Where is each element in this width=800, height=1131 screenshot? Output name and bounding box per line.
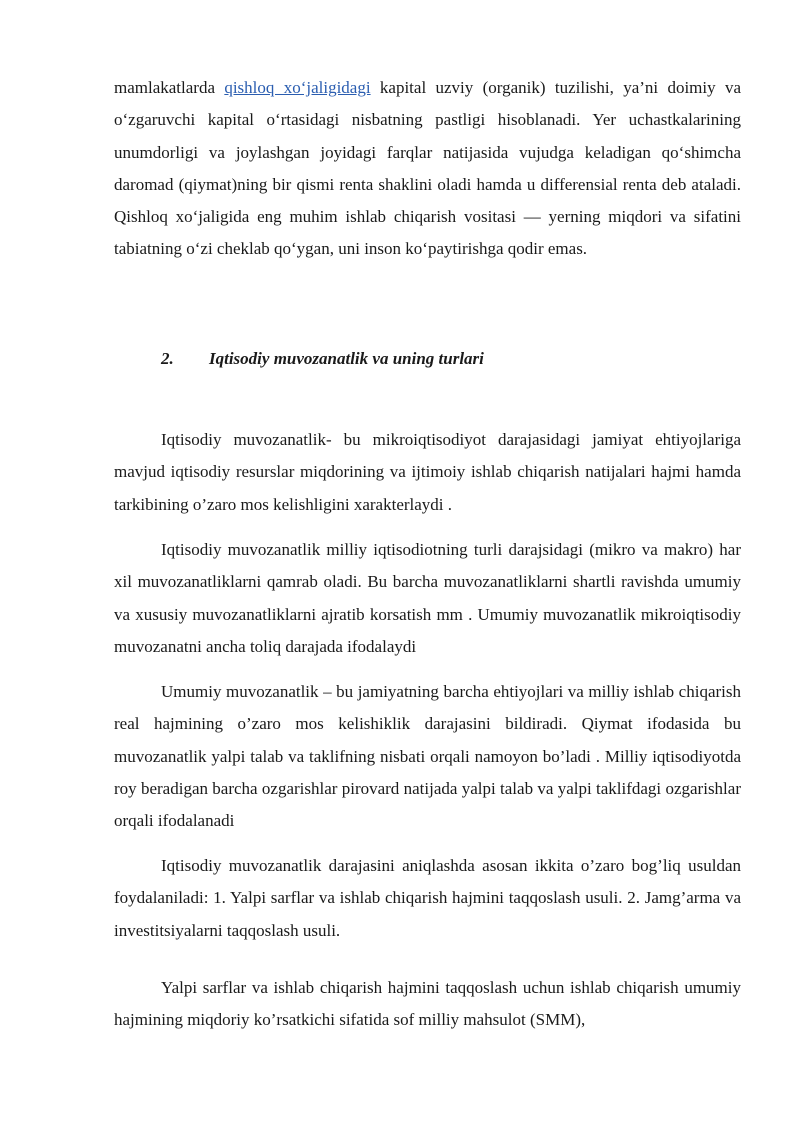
paragraph-comparison: Yalpi sarflar va ishlab chiqarish hajmini taqqoslash uchun ishlab chiqarish umumiy hajmining miqdoriy ko’rsatkichi sifatida sof milliy mahsulot (SMM), [114, 978, 741, 1030]
section-title: Iqtisodiy muvozanatlik va uning turlari [209, 349, 484, 368]
intro-lead: mamlakatlarda [114, 78, 225, 97]
section-heading [161, 349, 484, 369]
intro-paragraph [114, 72, 741, 266]
section-number: 2. [161, 349, 174, 368]
paragraph-general-equilibrium: Umumiy muvozanatlik – bu jamiyatning barcha ehtiyojlari va milliy ishlab chiqarish real hajmining o’zaro mos kelishiklik darajasini bildiradi. Qiymat ifodasida bu muvozanatlik yalpi talab va taklifning nisbati orqali namoyon bo’ladi . Milliy iqtisodiyotda roy beradigan barcha ozgarishlar pirovard natijada yalpi talab va yalpi taklifdagi ozgarishlar orqali ifodalanadi [114, 682, 741, 831]
paragraph-definition: Iqtisodiy muvozanatlik- bu mikroiqtisodiyot darajasidagi jamiyat ehtiyojlariga mavjud iqtisodiy resurslar miqdorining va ijtimoiy ishlab chiqarish natijalari hajmi hamda tarkibining o’zaro mos kelishligini xarakterlaydi . [114, 430, 741, 514]
intro-rest: kapital uzviy (organik) tuzilishi, ya’ni doimiy va o‘zgaruvchi kapital o‘rtasidagi nisbatning pastligi hisoblanadi. Yer uchastkalarining unumdorligi va joylashgan joyidagi farqlar natijasida vujudga keladigan qo‘shimcha daromad (qiymat)ning bir qismi renta shaklini oladi hamda u differensial renta deb ataladi. Qishloq xo‘jaligida eng muhim ishlab chiqarish vositasi — yerning miqdori va sifatini tabiatning o‘zi cheklab qo‘ygan, uni inson ko‘paytirishga qodir emas. [114, 78, 741, 259]
paragraph-types: Iqtisodiy muvozanatlik milliy iqtisodiotning turli darajsidagi (mikro va makro) har xil muvozanatliklarni qamrab oladi. Bu barcha muvozanatliklarni shartli ravishda umumiy va xususiy muvozanatliklarni ajratib korsatish mm . Umumiy muvozanatlik mikroiqtisodiy muvozanatni ancha toliq darajada ifodalaydi [114, 540, 741, 656]
agriculture-link[interactable]: qishloq xo‘jaligidagi [224, 78, 371, 97]
paragraph-methods: Iqtisodiy muvozanatlik darajasini aniqlashda asosan ikkita o’zaro bog’liq usuldan foydalaniladi: 1. Yalpi sarflar va ishlab chiqarish hajmini taqqoslash usuli. 2. Jamg’arma va investitsiyalarni taqqoslash usuli. [114, 856, 741, 940]
